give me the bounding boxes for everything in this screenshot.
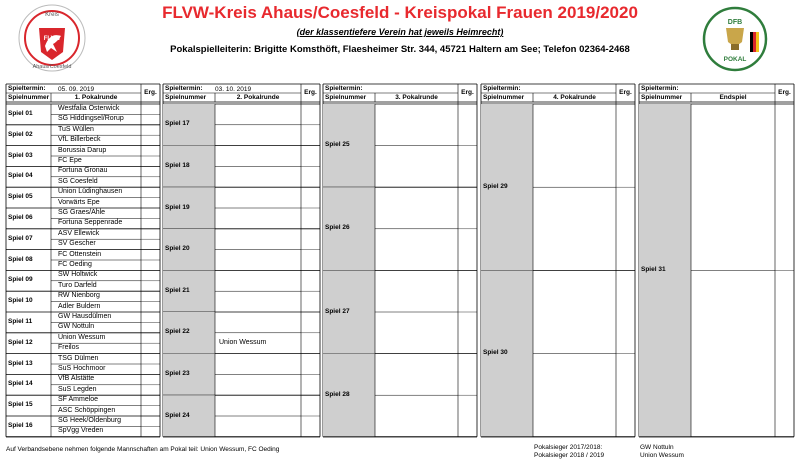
round-name: 2. Pokalrunde <box>236 94 280 101</box>
game-number: Spiel 28 <box>325 390 350 398</box>
spieltermin-label: Spieltermin: <box>325 85 363 92</box>
game-number: Spiel 21 <box>165 286 190 294</box>
team-home: RW Nienborg <box>58 292 100 300</box>
game-number: Spiel 16 <box>8 421 33 429</box>
game-number: Spiel 07 <box>8 234 33 242</box>
game-number: Spiel 11 <box>8 317 33 325</box>
cup-winner-2018-label: Pokalsieger 2017/2018: <box>534 444 603 451</box>
team-home: Borussia Darup <box>58 146 107 154</box>
game-number: Spiel 25 <box>325 141 350 149</box>
logo-dfb-text: DFB <box>727 19 743 26</box>
team-home: SG Heek/Oldenburg <box>58 417 122 424</box>
team-away: GW Nottuln <box>58 323 95 331</box>
game-number: Spiel 13 <box>8 359 33 367</box>
spieltermin-label: Spieltermin: <box>483 85 521 92</box>
logo-flvw-text: FLVW <box>43 36 61 42</box>
team-away: SpVgg Vreden <box>58 427 104 435</box>
game-number: Spiel 06 <box>8 213 33 221</box>
game-number: Spiel 17 <box>165 120 190 128</box>
game-number: Spiel 23 <box>165 369 190 377</box>
game-number: Spiel 10 <box>8 297 33 305</box>
team-away: Turo Darfeld <box>58 281 97 289</box>
round-name: 1. Pokalrunde <box>74 94 118 101</box>
team-away: SG Coesfeld <box>58 177 98 185</box>
team-away: Adler Buldern <box>58 302 101 310</box>
game-number: Spiel 20 <box>165 245 190 253</box>
team-away: Freilos <box>58 344 80 352</box>
team-away: VfL Billerbeck <box>58 136 101 144</box>
team-home: Fortuna Gronau <box>58 167 108 175</box>
game-number: Spiel 05 <box>8 193 33 201</box>
game-number: Spiel 19 <box>165 203 190 211</box>
team-away: FC Oeding <box>58 261 92 268</box>
team-home: Westfalia Osterwick <box>58 105 120 112</box>
game-number: Spiel 12 <box>8 338 33 346</box>
game-number: Spiel 15 <box>8 401 33 409</box>
page-title: FLVW-Kreis Ahaus/Coesfeld - Kreispokal Frauen 2019/2020 <box>162 3 638 22</box>
game-number: Spiel 22 <box>165 328 190 336</box>
game-number: Spiel 09 <box>8 276 33 284</box>
association-note: Auf Verbandsebene nehmen folgende Mannschaften am Pokal teil: Union Wessum, FC Oeding <box>6 446 280 453</box>
cup-winner-2019-team: Union Wessum <box>640 452 684 459</box>
round-date: 03. 10. 2019 <box>215 85 252 93</box>
round-name: Endspiel <box>719 94 747 101</box>
game-number: Spiel 04 <box>8 172 33 180</box>
team-home: VfB Alstätte <box>58 375 95 383</box>
team-home: TSG Dülmen <box>58 354 99 362</box>
team-away: FC Epe <box>58 157 82 164</box>
team-away: Union Wessum <box>219 338 267 346</box>
game-number: Spiel 24 <box>165 411 190 419</box>
game-number: Spiel 26 <box>325 224 350 232</box>
round-date: 05. 09. 2019 <box>58 85 95 93</box>
game-number: Spiel 18 <box>165 161 190 169</box>
cup-leader-info: Pokalspielleiterin: Brigitte Komsthöft, Flaesheimer Str. 344, 45721 Haltern am See; Telefon 02364-2468 <box>170 44 630 55</box>
round-name: 4. Pokalrunde <box>553 94 596 101</box>
game-number: Spiel 30 <box>483 349 508 357</box>
team-home: SF Ammeloe <box>58 396 99 404</box>
spielnummer-label: Spielnummer <box>325 94 367 101</box>
team-away: SuS Legden <box>58 385 97 393</box>
spieltermin-label: Spieltermin: <box>641 85 679 92</box>
team-home: SG Graes/Ahle <box>58 209 106 216</box>
round-name: 3. Pokalrunde <box>395 94 438 101</box>
cup-winner-2019-label: Pokalsieger 2018 / 2019 <box>534 452 605 459</box>
game-number: Spiel 31 <box>641 265 666 273</box>
team-home: SW Holtwick <box>58 271 98 279</box>
spielnummer-label: Spielnummer <box>8 94 50 101</box>
logo-kreis-text: Kreis <box>45 12 59 18</box>
game-number: Spiel 08 <box>8 255 33 263</box>
team-home: TuS Wüllen <box>58 125 94 133</box>
team-away: Fortuna Seppenrade <box>58 219 123 227</box>
game-number: Spiel 29 <box>483 182 508 190</box>
game-number: Spiel 27 <box>325 307 350 315</box>
team-home: Union Wessum <box>58 333 106 341</box>
team-home: Union Lüdinghausen <box>58 188 123 196</box>
team-home: ASV Ellewick <box>58 229 100 237</box>
spielnummer-label: Spielnummer <box>165 94 207 101</box>
erg-label: Erg. <box>144 89 157 96</box>
spieltermin-label: Spieltermin: <box>8 85 46 92</box>
team-away: SV Gescher <box>58 240 96 248</box>
logo-region-text: Ahaus/Coesfeld <box>32 64 72 70</box>
spieltermin-label: Spieltermin: <box>165 85 203 92</box>
game-number: Spiel 02 <box>8 130 33 138</box>
erg-label: Erg. <box>778 89 791 96</box>
erg-label: Erg. <box>619 89 632 96</box>
team-home: GW Hausdülmen <box>58 313 112 320</box>
team-home: FC Ottenstein <box>58 250 102 258</box>
game-number: Spiel 01 <box>8 109 33 117</box>
page-subtitle: (der klassentiefere Verein hat jeweils Heimrecht) <box>296 27 504 37</box>
team-away: ASC Schöppingen <box>58 406 116 414</box>
game-number: Spiel 14 <box>8 380 33 388</box>
game-number: Spiel 03 <box>8 151 33 159</box>
spielnummer-label: Spielnummer <box>641 94 683 101</box>
team-away: Vorwärts Epe <box>58 198 100 206</box>
erg-label: Erg. <box>461 89 474 96</box>
team-away: SG Hiddingsel/Rorup <box>58 115 124 123</box>
cup-winner-2018-team: GW Nottuln <box>640 444 674 451</box>
spielnummer-label: Spielnummer <box>483 94 525 101</box>
logo-pokal-text: POKAL <box>723 56 747 63</box>
erg-label: Erg. <box>304 89 317 96</box>
team-away: SuS Hochmoor <box>58 365 106 372</box>
